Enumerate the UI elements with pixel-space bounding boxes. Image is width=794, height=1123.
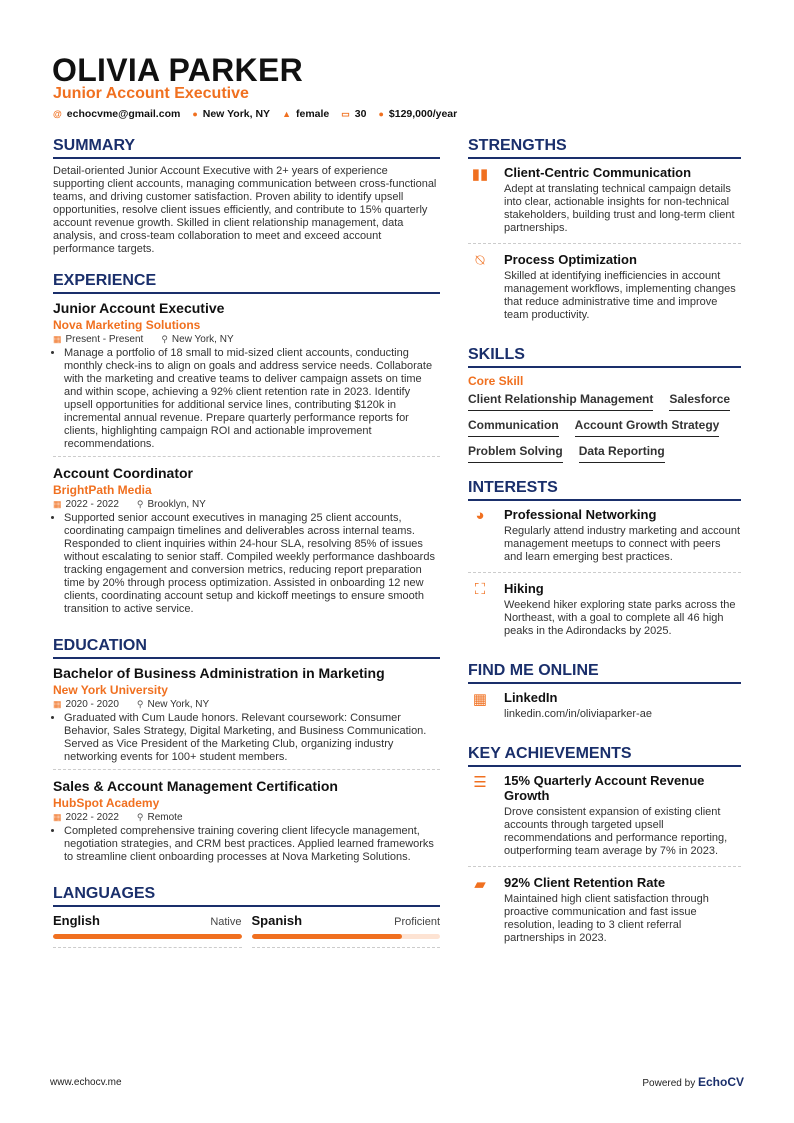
gender: female	[295, 108, 330, 120]
footer-site[interactable]: www.echocv.me	[50, 1077, 122, 1088]
location: New York, NY	[171, 334, 234, 345]
language-bar-fill	[53, 934, 242, 939]
dates: Present - Present	[65, 334, 144, 345]
location-pin-icon: ⚲	[136, 812, 144, 822]
age: 30	[354, 108, 367, 120]
section-heading: LANGUAGES	[53, 885, 440, 907]
salary: $129,000/year	[388, 108, 458, 120]
section-heading: EDUCATION	[53, 637, 440, 659]
section-heading: SUMMARY	[53, 137, 440, 159]
item-title: Process Optimization	[504, 252, 637, 267]
left-column	[53, 137, 440, 964]
candidate-title: Junior Account Executive	[53, 85, 249, 102]
education-section	[53, 637, 440, 869]
language-item	[53, 913, 242, 948]
section-heading: FIND ME ONLINE	[468, 662, 741, 684]
language-name: English	[53, 913, 100, 928]
experience-entry	[53, 465, 440, 621]
email-icon: @	[53, 109, 62, 119]
location-pin-icon: ●	[192, 109, 198, 119]
education-entry	[53, 778, 440, 869]
item-title: Hiking	[504, 581, 544, 596]
calendar-icon: ▭	[341, 108, 350, 119]
list-icon: ☰	[473, 774, 487, 791]
location: Brooklyn, NY	[147, 499, 206, 510]
skill-tag: Data Reporting	[579, 444, 665, 463]
item-text: Skilled at identifying inefficiencies in account management workflows, implementing changes that reduce administrative time and improve team productivity.	[504, 270, 736, 321]
chat-icon: ▰	[474, 876, 486, 893]
degree: Sales & Account Management Certification	[53, 778, 338, 794]
language-level: Native	[210, 916, 242, 928]
language-bar-fill	[252, 934, 403, 939]
language-name: Spanish	[251, 913, 303, 928]
hiking-icon: ⛶	[474, 581, 486, 598]
location: New York, NY	[147, 699, 210, 710]
languages-section	[53, 885, 440, 948]
right-column	[468, 137, 741, 969]
language-item	[252, 913, 441, 948]
degree: Bachelor of Business Administration in Marketing	[53, 665, 385, 681]
item-text: Regularly attend industry marketing and account management meetups to connect with peers and learn emerging best practices.	[504, 525, 741, 563]
online-section	[468, 662, 741, 729]
section-heading: SKILLS	[468, 346, 741, 368]
bullet: • Supported senior account executives in managing 25 client accounts, coordinating campaign timelines and deliverables across internal teams. Responded to client inquiries within 24-hour SLA, resolving 85% of issues without escalating to senior staff. Compiled weekly performance dashboards tracking engagement and conversion metrics, reducing report preparation time by 20% through process optimization. Assisted in onboarding 12 new clients, coordinating account setup and kickoff meetings to ensure smooth transition to active service.	[64, 512, 440, 616]
strength-item	[468, 165, 741, 244]
brand-logo: EchoCV	[697, 1075, 744, 1089]
school: New York University	[53, 683, 168, 697]
calendar-icon: ▦	[53, 812, 62, 822]
education-entry	[53, 665, 440, 770]
footer-powered	[642, 1075, 744, 1089]
summary-section	[53, 137, 440, 256]
company: BrightPath Media	[53, 483, 152, 497]
school: HubSpot Academy	[53, 796, 160, 810]
section-heading: INTERESTS	[468, 479, 741, 501]
pie-chart-icon: ◕	[475, 507, 485, 524]
strength-item	[468, 252, 741, 330]
achievement-item	[468, 875, 741, 953]
item-title: 92% Client Retention Rate	[504, 875, 666, 890]
experience-section	[53, 272, 440, 621]
item-text: Drove consistent expansion of existing client accounts through targeted upsell recommendations and performance reporting, outperforming team average by 7% in 2023.	[504, 806, 728, 857]
achievements-section	[468, 745, 741, 953]
interest-item	[468, 507, 741, 573]
item-text: Adept at translating technical campaign details into clear, actionable insights for non-technical stakeholders, building trust and long-term client partnerships.	[504, 183, 735, 234]
bullet: • Completed comprehensive training covering client lifecycle management, negotiation strategies, and CRM best practices. Applied learned frameworks to streamline client onboarding processes at Nova Marketing Solutions.	[64, 825, 440, 864]
person-icon: ▲	[282, 109, 291, 119]
contact-bar	[53, 108, 457, 120]
location-pin-icon: ⚲	[136, 699, 144, 709]
item-text: Maintained high client satisfaction through proactive communication and fast issue resolution, leading to 3 client referral partnerships in 2023.	[504, 893, 709, 944]
book-icon: ▮▮	[471, 166, 489, 183]
calendar-icon: ▦	[53, 334, 62, 344]
job-title: Junior Account Executive	[53, 300, 225, 316]
calendar-icon: ▦	[472, 691, 488, 708]
skill-tag: Account Growth Strategy	[575, 418, 720, 437]
summary-text: Detail-oriented Junior Account Executive with 2+ years of experience supporting client accounts, managing communication between cross-functional teams, and driving customer satisfaction. Proven ability to identify upsell opportunities, resolve client issues efficiently, and contribute to 15% quarterly account revenue growth. Skilled in client relationship management, data analysis, and cross-team collaboration to meet and exceed account performance targets.	[53, 165, 437, 255]
dates: 2022 - 2022	[65, 812, 119, 823]
item-title: Professional Networking	[504, 507, 657, 522]
language-bar	[252, 934, 441, 939]
skill-group-title: Core Skill	[468, 374, 524, 388]
section-heading: KEY ACHIEVEMENTS	[468, 745, 741, 767]
skill-tag: Salesforce	[669, 392, 730, 411]
section-heading: EXPERIENCE	[53, 272, 440, 294]
item-title: 15% Quarterly Account Revenue Growth	[504, 773, 705, 803]
bullet: • Graduated with Cum Laude honors. Relevant coursework: Consumer Behavior, Sales Strategy, Digital Marketing, and Business Communication. Served as Vice President of the Marketing Club, organizing industry networking events for 100+ student members.	[64, 712, 440, 764]
strengths-section	[468, 137, 741, 330]
calendar-icon: ▦	[53, 699, 62, 709]
skills-section	[468, 346, 741, 463]
language-level: Proficient	[394, 916, 440, 928]
location-pin-icon: ⚲	[161, 334, 168, 344]
dates: 2022 - 2022	[65, 499, 119, 510]
online-item	[468, 690, 741, 729]
bullet: • Manage a portfolio of 18 small to mid-sized client accounts, conducting monthly check-ins to align on goals and address service needs. Collaborate with the marketing and creative teams to deliver campaign assets on time and within scope, achieving a 92% client retention rate in 2023. Identify upsell opportunities for additional service lines, contributing $120k in incremental annual revenue. Prepare quarterly performance reports for clients, highlighting campaign ROI and actionable improvement recommendations.	[64, 347, 440, 451]
location: New York, NY	[202, 108, 271, 120]
candidate-name: OLIVIA PARKER	[52, 52, 304, 88]
bell-off-icon: ⍉	[475, 252, 485, 269]
interests-section	[468, 479, 741, 646]
interest-item	[468, 581, 741, 646]
powered-by-text: Powered by	[642, 1078, 696, 1089]
language-bar	[53, 934, 242, 939]
experience-entry	[53, 300, 440, 457]
item-text: Weekend hiker exploring state parks across the Northeast, with a goal to complete all 46 high peaks in the Adirondacks by 2025.	[504, 599, 736, 637]
item-title: Client-Centric Communication	[504, 165, 692, 180]
skill-tag: Client Relationship Management	[468, 392, 653, 411]
linkedin-link[interactable]: linkedin.com/in/oliviaparker-ae	[504, 708, 652, 720]
money-icon: ●	[378, 109, 384, 119]
location-pin-icon: ⚲	[136, 499, 144, 509]
email[interactable]: echocvme@gmail.com	[66, 108, 181, 120]
dates: 2020 - 2020	[65, 699, 119, 710]
item-title: LinkedIn	[504, 690, 558, 705]
skill-tag: Problem Solving	[468, 444, 563, 463]
calendar-icon: ▦	[53, 499, 62, 509]
skill-tag: Communication	[468, 418, 559, 437]
section-heading: STRENGTHS	[468, 137, 741, 159]
job-title: Account Coordinator	[53, 465, 193, 481]
company: Nova Marketing Solutions	[53, 318, 201, 332]
achievement-item	[468, 773, 741, 867]
location: Remote	[147, 812, 183, 823]
